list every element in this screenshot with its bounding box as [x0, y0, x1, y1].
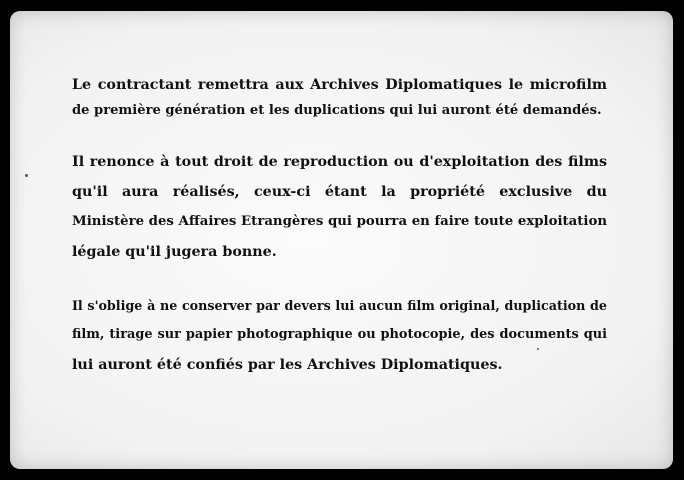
- paragraph-line: qu'il aura réalisés, ceux-ci étant la propriété exclusive du: [72, 184, 607, 200]
- paragraph-1: [72, 78, 607, 120]
- dust-speck: [25, 174, 28, 177]
- paragraph-2: [72, 155, 607, 261]
- paragraph-line: Il s'oblige à ne conserver par devers lui aucun film original, duplication de: [72, 298, 607, 313]
- paragraph-3: [72, 300, 607, 374]
- paragraph-line: de première génération et les duplications qui lui auront été demandés.: [72, 103, 602, 118]
- paragraph-line: film, tirage sur papier photographique ou photocopie, des documents qui: [72, 327, 607, 342]
- paragraph-line: Ministère des Affaires Etrangères qui pourra en faire toute exploitation: [72, 214, 607, 229]
- paragraph-line: Il renonce à tout droit de reproduction ou d'exploitation des films: [72, 154, 607, 170]
- paragraph-line: Le contractant remettra aux Archives Diplomatiques le microfilm: [72, 77, 607, 93]
- paragraph-line: légale qu'il jugera bonne.: [72, 244, 277, 260]
- paragraph-line: lui auront été confiés par les Archives Diplomatiques.: [72, 357, 503, 373]
